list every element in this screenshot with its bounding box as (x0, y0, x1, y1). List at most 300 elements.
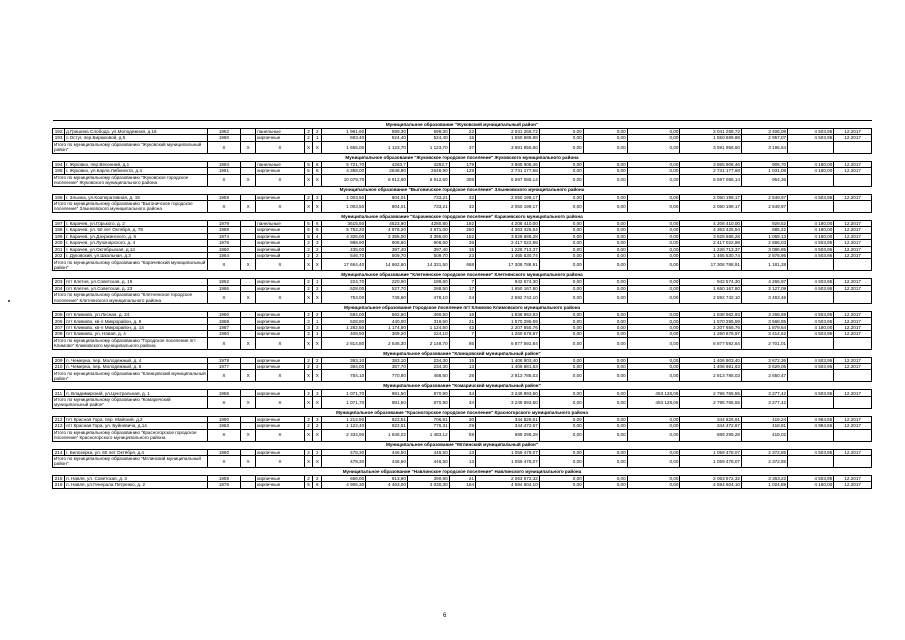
table-cell: 3 865 908,46 (476, 161, 540, 167)
table-cell: 2 (304, 240, 313, 246)
table-cell: 4 030,30 (407, 482, 449, 488)
table-cell: 1956 (207, 390, 240, 396)
table-cell: 250 (449, 227, 475, 233)
table-cell: 209 (53, 357, 65, 363)
table-cell: 2 041 268,72 (476, 129, 540, 135)
group-total-row (53, 141, 872, 153)
total-cell: 0,00 (583, 200, 627, 212)
total-cell: 2 050 199,17 (680, 200, 742, 212)
total-cell: X (313, 174, 322, 186)
total-cell: X (207, 200, 240, 212)
total-cell: 2 546,30 (366, 337, 408, 349)
table-cell: 2 (313, 475, 322, 481)
table-cell: 0,00 (539, 194, 583, 200)
table-cell: 776,31 (407, 423, 449, 429)
table-cell: 3 629 686,28 (476, 233, 540, 239)
table-cell: 1 550 689,88 (476, 135, 540, 141)
table-cell: пгт Климово, ул. Новая, д. 4 (65, 331, 208, 337)
table-cell: 0,00 (583, 161, 627, 167)
table-cell: 12.2017 (834, 357, 872, 363)
table-cell: 733,21 (407, 194, 449, 200)
total-cell: 668 (449, 259, 475, 271)
table-cell: 2 (304, 129, 313, 135)
table-cell: кирпичный (256, 246, 304, 252)
table-cell: 0,00 (583, 475, 627, 481)
total-cell: X (256, 370, 304, 382)
total-cell (788, 200, 834, 212)
total-cell: 1 665,00 (322, 141, 366, 153)
table-cell: панельные (256, 220, 304, 226)
table-cell: 200 (53, 240, 65, 246)
group-header-text: Муниципальное образование "Карачевское городское поселение" Карачевского муниципального района (53, 212, 872, 220)
table-cell: 4 503,95 (788, 357, 834, 363)
total-cell: 59 (449, 429, 475, 441)
table-cell: 0,00 (539, 312, 583, 318)
table-cell: 1978 (207, 357, 240, 363)
table-cell: 5 (304, 220, 313, 226)
total-cell: 0,00 (583, 429, 627, 441)
table-cell: кирпичные (256, 449, 304, 455)
table-cell: 0,00 (627, 318, 680, 324)
total-cell: 1 059 478,07 (476, 455, 540, 467)
group-header-row (53, 153, 872, 161)
total-cell: X (256, 396, 304, 408)
table-cell: 0,00 (539, 324, 583, 330)
table-cell: 0,00 (583, 233, 627, 239)
table-cell: 0,00 (627, 331, 680, 337)
table-cell: 0,00 (583, 423, 627, 429)
table-cell: 0,00 (583, 331, 627, 337)
table-cell: 23 (449, 252, 475, 258)
table-cell (240, 482, 255, 488)
table-cell: 196 (53, 194, 65, 200)
table-cell: 706,81 (407, 416, 449, 422)
table-cell: кирпичный (256, 252, 304, 258)
total-cell: X (207, 455, 240, 467)
table-cell: 201 (53, 246, 65, 252)
total-cell (788, 174, 834, 186)
total-label: Итого по муниципальному образованию "Клинцовский муниципальный район" (54, 370, 206, 381)
table-cell: 0,00 (539, 423, 583, 429)
total-cell: 2 813 785,03 (680, 370, 742, 382)
group-header-text: Муниципальное образование "Жуковское городское поселение" Жуковского муниципального района (53, 153, 872, 161)
table-cell: 197 (53, 220, 65, 226)
table-cell: кирпичные (256, 233, 304, 239)
total-cell: X (240, 141, 255, 153)
table-cell: 12.2017 (834, 416, 872, 422)
total-cell: 3 650,47 (741, 370, 787, 382)
table-cell: 0,00 (539, 390, 583, 396)
table-cell: д.Гришина Слобода, ул.Молодежная, д.16 (65, 129, 208, 135)
table-cell: 991,50 (366, 390, 408, 396)
total-cell: X (304, 292, 313, 304)
table-cell: 0,00 (627, 482, 680, 488)
total-cell: X (313, 141, 322, 153)
total-cell: X (304, 429, 313, 441)
table-cell: 2 (304, 246, 313, 252)
table-cell: 4 180,00 (788, 161, 834, 167)
table-cell: 2 (304, 357, 313, 363)
table-cell: г. Карачев, ул.Дзержинского, д. 8 (65, 233, 208, 239)
total-cell (788, 455, 834, 467)
total-cell: X (313, 259, 322, 271)
table-cell: 546,70 (322, 252, 366, 258)
table-cell: 0,00 (539, 318, 583, 324)
table-cell: 4 503,95 (788, 318, 834, 324)
total-cell: 3 277,42 (741, 396, 787, 408)
total-cell: 86 (449, 337, 475, 349)
table-cell: 199 (53, 233, 65, 239)
table-cell: 613,90 (366, 475, 408, 481)
table-cell: 1981 (207, 168, 240, 174)
group-header-text: Муниципальное образование "Комаричский муниципальный район" (53, 382, 872, 390)
table-cell: 490,50 (407, 312, 449, 318)
table-cell: 12.2017 (834, 423, 872, 429)
table-cell: кирпичные (256, 331, 304, 337)
table-cell: 2 (313, 252, 322, 258)
table-cell: 32 (449, 194, 475, 200)
table-cell: кирпичные (256, 318, 304, 324)
table-cell: г. Карачев, ул. 50 лет Октября, д. 78 (65, 227, 208, 233)
table-cell: 207 (53, 324, 65, 330)
total-cell: X (313, 200, 322, 212)
total-cell: 17 664,40 (322, 259, 366, 271)
total-cell: 748,60 (366, 292, 408, 304)
table-cell: 4 503,95 (788, 285, 834, 291)
table-cell: 929,52 (741, 220, 787, 226)
total-cell: 37 (449, 141, 475, 153)
table-cell: 0,00 (539, 220, 583, 226)
table-cell: 0,00 (627, 161, 680, 167)
table-cell: 562,60 (366, 312, 408, 318)
table-cell: 12.2017 (834, 161, 872, 167)
table-cell: 599,30 (366, 129, 408, 135)
table-cell: 12.2017 (834, 168, 872, 174)
table-cell: 2 (304, 364, 313, 370)
table-cell: 0,00 (627, 168, 680, 174)
table-cell: 220,90 (366, 279, 408, 285)
table-cell: 397,40 (366, 246, 408, 252)
table-cell: 1 838 962,93 (476, 312, 540, 318)
total-cell: X (256, 337, 304, 349)
table-cell: 2 417 022,98 (476, 240, 540, 246)
table-cell: кирпичные (256, 135, 304, 141)
table-cell: 4 503,95 (788, 129, 834, 135)
table-cell: 0,00 (539, 357, 583, 363)
table-cell: 1 406 903,40 (476, 357, 540, 363)
table-cell: 683,40 (322, 135, 366, 141)
table-cell: 2 (304, 194, 313, 200)
table-cell: 2648,90 (366, 168, 408, 174)
total-cell: X (207, 174, 240, 186)
total-cell: X (207, 396, 240, 408)
table-cell: 0,00 (583, 416, 627, 422)
total-cell: 6 912,60 (366, 174, 408, 186)
total-cell: 2 050 199,17 (476, 200, 540, 212)
total-cell: 2 592 742,10 (476, 292, 540, 304)
total-cell: 0,00 (583, 141, 627, 153)
total-cell: 0,00 (627, 141, 680, 153)
total-cell: 32 (449, 200, 475, 212)
table-cell: 12.2017 (834, 240, 872, 246)
table-cell: панельные (256, 161, 304, 167)
total-cell: X (240, 200, 255, 212)
table-cell: 211 (53, 390, 65, 396)
table-cell: 4 503,95 (788, 240, 834, 246)
table-cell: 3 568,85 (741, 318, 787, 324)
table-cell: 1 838 962,93 (680, 312, 742, 318)
total-cell: 13 (449, 455, 475, 467)
table-cell: 2 372,85 (741, 449, 787, 455)
table-cell: 3 (304, 324, 313, 330)
table-cell: 2 (313, 129, 322, 135)
group-total-row (53, 337, 872, 349)
total-cell: 0,00 (627, 259, 680, 271)
total-cell: X (256, 429, 304, 441)
table-cell: 214 (53, 449, 65, 455)
table-cell: 528,00 (322, 285, 366, 291)
table-cell: 885,22 (741, 227, 787, 233)
table-cell: 1980 (207, 135, 240, 141)
table-cell: 0,00 (583, 357, 627, 363)
table-cell: кирпичные (256, 240, 304, 246)
table-cell: 1988 (207, 227, 240, 233)
total-cell: 0,00 (539, 200, 583, 212)
table-cell: 440,00 (366, 318, 408, 324)
table-cell: 3 395,00 (366, 233, 408, 239)
table-cell: пгт Климово, кв-л Микрорайон, д. 14 (65, 324, 208, 330)
table-cell: 21 (449, 475, 475, 481)
group-total-row (53, 200, 872, 212)
table-cell: 5 721,70 (322, 161, 366, 167)
total-cell: 3 591 956,60 (476, 141, 540, 153)
table-cell: 0,00 (539, 227, 583, 233)
table-cell: 7 (449, 279, 475, 285)
table-cell: 12.2017 (834, 364, 872, 370)
table-cell: 988,90 (322, 240, 366, 246)
table-cell: 1 031,08 (741, 168, 787, 174)
total-cell: 0,00 (583, 396, 627, 408)
table-cell: 12.2017 (834, 233, 872, 239)
group-total-row (53, 292, 872, 304)
table-cell: 4 266,97 (741, 279, 787, 285)
table-cell: 1966 (207, 285, 240, 291)
total-cell: 0,00 (539, 141, 583, 153)
table-cell: 234,30 (407, 357, 449, 363)
total-cell (834, 455, 872, 467)
table-cell: 1 260 678,97 (680, 331, 742, 337)
group-total-row (53, 429, 872, 441)
table-cell: 1982 (207, 129, 240, 135)
table-cell: 1960 (207, 312, 240, 318)
table-cell: 5 752,20 (322, 227, 366, 233)
table-cell: 152 (449, 233, 475, 239)
table-cell: 12.2017 (834, 135, 872, 141)
total-cell: X (313, 455, 322, 467)
total-cell: X (207, 429, 240, 441)
group-header-row (53, 441, 872, 449)
table-cell: 942 574,30 (680, 279, 742, 285)
table-cell: 2 (313, 194, 322, 200)
table-cell: 2 (304, 318, 313, 324)
table-cell: 453 128,05 (627, 390, 680, 396)
table-cell: 4 871,00 (407, 227, 449, 233)
total-cell: 733,21 (407, 200, 449, 212)
table-cell: 383,10 (366, 357, 408, 363)
group-header-row (53, 271, 872, 279)
table-cell: 418,81 (741, 423, 787, 429)
table-cell: 0,00 (583, 390, 627, 396)
total-cell: 6 912,60 (407, 174, 449, 186)
total-cell (788, 141, 834, 153)
total-cell: X (256, 259, 304, 271)
table-cell: 3 (313, 324, 322, 330)
table-cell: 4 984,55 (788, 423, 834, 429)
table-cell: 13 (449, 449, 475, 455)
table-cell: 12.2017 (834, 390, 872, 396)
table-cell: кирпичные (256, 285, 304, 291)
table-cell: 6 (313, 161, 322, 167)
table-cell: 4 180,00 (788, 324, 834, 330)
total-cell: 689 299,28 (680, 429, 742, 441)
table-cell: пгт Красная Гора, пер. Майский, д.2 (65, 416, 208, 422)
total-cell: X (304, 396, 313, 408)
table-cell: 0,00 (583, 246, 627, 252)
table-cell: 2 (313, 246, 322, 252)
total-cell (788, 370, 834, 382)
total-cell: X (313, 429, 322, 441)
table-cell: 2 (304, 135, 313, 141)
total-cell: 0,00 (539, 370, 583, 382)
table-cell: 129 (449, 168, 475, 174)
table-cell: 4263,7 (407, 161, 449, 167)
table-cell: 16 (449, 312, 475, 318)
table-cell: 4 594 604,10 (680, 482, 742, 488)
table-cell: 0,00 (627, 246, 680, 252)
table-cell: 1960 (207, 331, 240, 337)
table-cell: 1977 (207, 364, 240, 370)
table-cell: кирпичные (256, 364, 304, 370)
table-cell: 0,00 (627, 416, 680, 422)
total-cell (788, 292, 834, 304)
table-cell: пгт Клетня, ул.Советская, д. 19 (65, 279, 208, 285)
total-cell: X (256, 141, 304, 153)
group-header-row (53, 382, 872, 390)
table-cell: 0,00 (539, 161, 583, 167)
group-total-row (53, 370, 872, 382)
table-cell: 4523,90 (366, 220, 408, 226)
total-cell: 6 877 592,84 (476, 337, 540, 349)
table-cell: 1 550 689,88 (680, 135, 742, 141)
table-cell: 0,00 (583, 252, 627, 258)
table-cell: 942 574,30 (476, 279, 540, 285)
table-cell: 0,00 (539, 285, 583, 291)
table-cell: 12.2017 (834, 312, 872, 318)
table-cell: 4 180,00 (788, 227, 834, 233)
total-cell: X (304, 174, 313, 186)
table-cell: 216 (53, 482, 65, 488)
table-cell: 234,30 (407, 364, 449, 370)
table-cell: 4 180,00 (788, 482, 834, 488)
total-cell: X (256, 200, 304, 212)
table-cell: 1 406 881,63 (680, 364, 742, 370)
total-cell: 1 003,50 (322, 200, 366, 212)
table-cell: 206 (53, 318, 65, 324)
table-cell: 0,00 (583, 227, 627, 233)
group-header-text: Муниципальное образование "Жуковский муниципальный район" (53, 121, 872, 129)
table-cell: 192 (449, 220, 475, 226)
total-cell: 0,00 (539, 174, 583, 186)
total-cell: 2 549,97 (741, 200, 787, 212)
table-cell: 319,50 (407, 318, 449, 324)
table-cell: 1960 (207, 449, 240, 455)
table-cell: 4 208 410,00 (476, 220, 540, 226)
total-cell (788, 259, 834, 271)
total-cell: 0,00 (627, 292, 680, 304)
table-cell: 0,00 (583, 279, 627, 285)
table-cell: 1979 (207, 220, 240, 226)
table-cell: 4 503,95 (788, 194, 834, 200)
total-cell: 446,50 (407, 455, 449, 467)
table-cell: 2 (313, 285, 322, 291)
total-cell: 6 877 592,84 (680, 337, 742, 349)
total-cell (834, 370, 872, 382)
table-cell: 0,00 (583, 285, 627, 291)
table-cell: 0,00 (539, 240, 583, 246)
group-header-text: Муниципальное образование "Клинцовский муниципальный район" (53, 349, 872, 357)
table-cell: 198 (53, 227, 65, 233)
group-header-text: Муниципальное образование "Клетнянское городское поселение" Клетнянского муниципального района (53, 271, 872, 279)
total-label: Итого по муниципальному образованию "Жуковское городское поселение" Жуковского муниципального района (53, 174, 208, 186)
table-cell: 12.2017 (834, 482, 872, 488)
table-cell: кирпичные (256, 324, 304, 330)
total-cell: 34 (449, 396, 475, 408)
table-cell: 2 666,03 (741, 240, 787, 246)
table-cell: 1 (313, 135, 322, 141)
table-cell: 870,90 (407, 390, 449, 396)
table-cell: 1 406 881,63 (476, 364, 540, 370)
table-cell: 184 (449, 482, 475, 488)
table-cell: 3 (313, 416, 322, 422)
group-header-text: Муниципальное образование "Выгоничское городское поселение" Злынковского муниципального района (53, 186, 872, 194)
table-cell: 195 (53, 168, 65, 174)
table-cell: 5 (304, 233, 313, 239)
table-cell: 0,00 (627, 475, 680, 481)
group-header-text: Муниципальное образование "Красногорское городское поселение" Красногорского муниципального района (53, 408, 872, 416)
table-cell: 0,00 (583, 220, 627, 226)
table-cell: 528,80 (322, 318, 366, 324)
table-cell: 36 (449, 240, 475, 246)
table-cell: кирпичные (256, 357, 304, 363)
table-cell: 1 (313, 279, 322, 285)
table-cell: 4 906,30 (322, 482, 366, 488)
table-cell: 906,60 (366, 240, 408, 246)
table-cell: 344 472,67 (680, 423, 742, 429)
total-cell: 2 796 765,55 (680, 396, 742, 408)
total-cell (834, 259, 872, 271)
table-cell: 1 650 167,80 (680, 285, 742, 291)
table-cell: 1 212,50 (322, 416, 366, 422)
table-cell: 527,70 (366, 285, 408, 291)
table-cell: 0,00 (583, 168, 627, 174)
table-cell: 15 (449, 246, 475, 252)
total-cell: 6 597 086,14 (680, 174, 742, 186)
table-cell: 0,00 (539, 331, 583, 337)
total-cell: X (304, 370, 313, 382)
table-cell: 1983 (207, 423, 240, 429)
table-cell: 4 976,20 (366, 227, 408, 233)
table-cell: 0,00 (583, 482, 627, 488)
